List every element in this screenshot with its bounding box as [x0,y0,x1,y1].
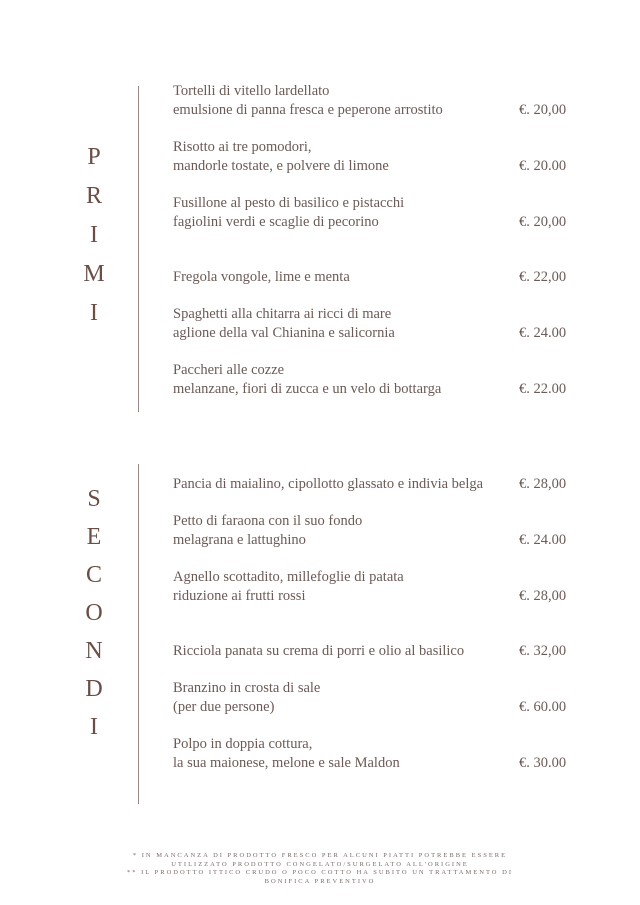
item-name: Risotto ai tre pomodori, [173,139,312,155]
footnote-line: * IN MANCANZA DI PRODOTTO FRESCO PER ALCUNI PIATTI POTREBBE ESSERE [132,852,508,859]
secondi-letter: S [87,486,101,512]
item-name: Tortelli di vitello lardellato [173,83,330,99]
item-price: €. 32,00 [519,643,567,659]
item-price: €. 60.00 [519,699,567,715]
primi-divider-line [138,86,139,412]
footnote-line: UTILIZZATO PRODOTTO CONGELATO/SURGELATO ALL'ORIGINE [171,860,469,868]
item-price: €. 20,00 [519,214,567,230]
item-price: €. 22.00 [519,381,567,397]
secondi-letter: O [85,600,103,626]
item-description: mandorle tostate, e polvere di limone [173,158,389,174]
item-name: Paccheri alle cozze [173,362,285,378]
footnote [100,852,540,886]
item-description: melagrana e lattughino [173,532,306,548]
item-name: Spaghetti alla chitarra ai ricci di mare [173,306,392,322]
secondi-divider-line [138,464,139,804]
item-name: Branzino in crosta di sale [173,680,321,696]
item-price: €. 24.00 [519,325,567,341]
primi-letter: P [87,144,101,170]
item-name: Fregola vongole, lime e menta [173,269,350,285]
footnote-line: ** IL PRODOTTO ITTICO CRUDO O POCO COTTO HA SUBITO UN TRATTAMENTO DI [127,869,513,876]
item-description: emulsione di panna fresca e peperone arrostito [173,102,443,118]
secondi-section-title [80,486,108,752]
item-name: Petto di faraona con il suo fondo [173,513,363,529]
secondi-letter: C [85,562,102,588]
item-name: Polpo in doppia cottura, [173,736,313,752]
secondi-letter: E [86,524,102,550]
item-price: €. 24.00 [519,532,567,548]
primi-letter: I [90,222,98,248]
item-description: (per due persone) [173,699,275,715]
item-price: €. 28,00 [519,476,567,492]
item-name: Fusillone al pesto di basilico e pistacchi [173,195,405,211]
primi-letter: R [85,183,102,209]
item-description: la sua maionese, melone e sale Maldon [173,755,400,771]
item-price: €. 30.00 [519,755,567,771]
secondi-letter: D [85,676,103,702]
item-name: Agnello scottadito, millefoglie di patata [173,569,404,585]
footnote-line: BONIFICA PREVENTIVO [264,877,376,885]
item-name: Pancia di maialino, cipollotto glassato e indivia belga [173,476,484,492]
item-price: €. 20.00 [519,158,567,174]
item-description: melanzane, fiori di zucca e un velo di bottarga [173,381,442,397]
secondi-letter: N [85,638,103,664]
item-price: €. 28,00 [519,588,567,604]
item-description: aglione della val Chianina e salicornia [173,325,395,341]
primi-letter: M [83,261,105,287]
item-name: Ricciola panata su crema di porri e olio al basilico [173,643,465,659]
item-price: €. 20,00 [519,102,567,118]
primi-letter: I [90,300,98,326]
item-price: €. 22,00 [519,269,567,285]
item-description: fagiolini verdi e scaglie di pecorino [173,214,379,230]
primi-section-title [80,144,108,339]
item-description: riduzione ai frutti rossi [173,588,306,604]
secondi-letter: I [90,714,98,740]
